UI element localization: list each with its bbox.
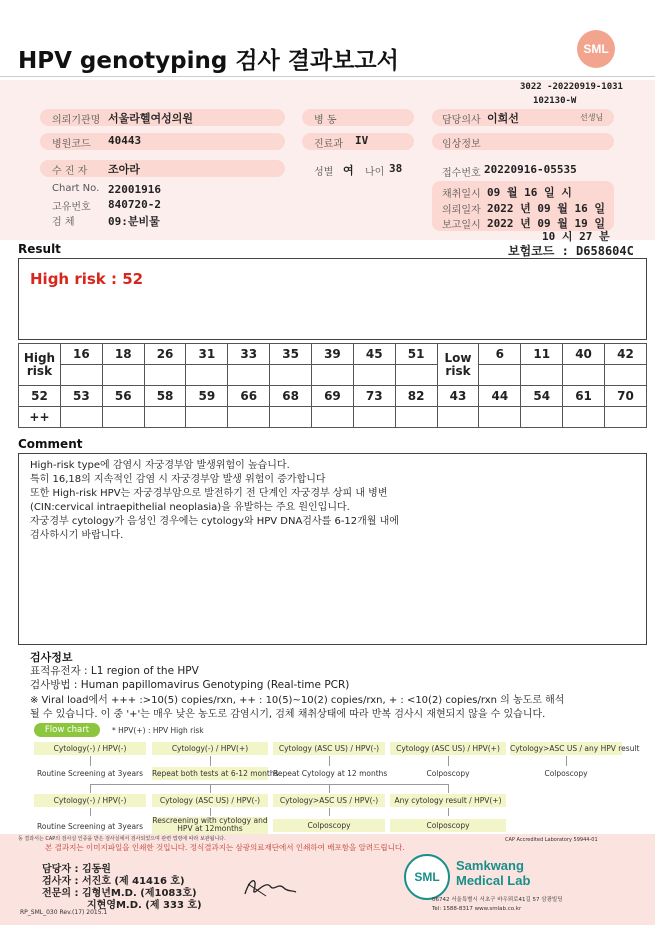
hosp-code-label: 병원코드: [52, 139, 91, 150]
type-header: 69: [312, 386, 354, 407]
type-header: 33: [228, 344, 270, 365]
type-header: 51: [395, 344, 437, 365]
flow-node: Any cytology result / HPV(+): [390, 794, 506, 807]
result-title: Result: [18, 242, 61, 256]
comment-line: High-risk type에 감염시 자궁경부암 발생위험이 높습니다.: [30, 460, 290, 471]
comment-line: 자궁경부 cytology가 음성인 경우에는 cytology와 HPV DNA검사를 6-12개월 내에: [30, 516, 399, 527]
type-header: 70: [604, 386, 646, 407]
flow-node: Cytology>ASC US / HPV(-): [273, 794, 385, 807]
flow-branch-line: [90, 784, 449, 785]
comment-line: 검사하시기 바랍니다.: [30, 530, 124, 541]
flow-node: Cytology(-) / HPV(+): [152, 742, 268, 755]
signature-icon: [240, 872, 300, 902]
type-header: 61: [563, 386, 605, 407]
examiner: 검사자 : 서진호 (제 41416 호): [42, 876, 185, 887]
dept-label: 진료과: [314, 139, 343, 150]
institution-value: 서울라헬여성의원: [108, 112, 194, 125]
flow-outcome: Colposcopy: [426, 769, 470, 778]
report-time-value: 10 시 27 분: [542, 230, 610, 243]
test-info-title: 검사정보: [30, 651, 73, 664]
ward-label: 병 동: [314, 115, 337, 126]
request-label: 의뢰일자: [442, 205, 481, 216]
flow-arrow: [90, 808, 91, 816]
sml-footer-logo: SML: [404, 854, 450, 900]
staff-in-charge: 담당자 : 김동원: [42, 864, 111, 875]
viral-load-note-2: 될 수 있습니다. 이 중 '+'는 매우 낮은 농도로 감염시기, 검체 채취상태에 따라 반복 검사시 재현되지 않을 수 있습니다.: [30, 709, 546, 720]
receipt-label: 접수번호: [442, 168, 481, 179]
flow-arrow: [448, 784, 449, 793]
specialist-1: 전문의 : 김형년M.D. (제1083호): [42, 888, 197, 899]
comment-text: [30, 459, 399, 543]
clinical-info-label: 임상정보: [442, 139, 481, 150]
header-divider: [0, 76, 655, 77]
lab-name-2: Medical Lab: [456, 873, 531, 888]
type-header: 11: [521, 344, 563, 365]
doctor-value: 이희선: [487, 112, 519, 125]
type-header: 54: [521, 386, 563, 407]
cap-accreditation: CAP Accredited Laboratory 59944-01: [505, 837, 598, 843]
doctor-label: 담당의사: [442, 115, 481, 126]
type-header: 82: [395, 386, 437, 407]
type-header: 42: [604, 344, 646, 365]
age-label: 나이: [365, 167, 385, 178]
id-number-value: 840720-2: [108, 198, 161, 211]
specialist-2: 지현영M.D. (제 333 호): [87, 900, 202, 911]
flow-arrow: [90, 784, 91, 793]
flow-legend: * HPV(+) : HPV High risk: [112, 726, 204, 735]
form-number: RP_SML_030 Rev.(17) 2015.1: [20, 909, 108, 916]
type-header: 16: [60, 344, 102, 365]
lab-contact: Tel: 1588-8317 www.smlab.co.kr: [432, 906, 522, 912]
high-risk-label: High risk: [19, 344, 61, 386]
type-header: 18: [102, 344, 144, 365]
type-header: 43: [437, 386, 479, 407]
lab-name-1: Samkwang: [456, 858, 524, 873]
flow-arrow: [566, 756, 567, 766]
type-header: 45: [353, 344, 395, 365]
report-number-suffix: 102130-W: [533, 96, 577, 106]
type-header: 44: [479, 386, 521, 407]
footer-fine-print: 동 결과서는 CAP의 검사실 인증을 받은 검사실에서 검사되었으며 관련 법령에 따라 보관됩니다.: [18, 836, 226, 842]
type-header: 35: [270, 344, 312, 365]
viral-load-note: ※ Viral load에서 +++ :>10(5) copies/rxn, ++ : 10(5)~10(2) copies/rxn, + : <10(2) copies/rxn 의 농도로 해석: [30, 695, 565, 706]
print-notice: 본 결과지는 이미지파일을 인쇄한 것입니다. 정식결과지는 삼광의료재단에서 인쇄하여 배포함을 알려드립니다.: [45, 843, 405, 852]
sex-label: 성별: [314, 167, 334, 178]
low-risk-label: Low risk: [437, 344, 479, 386]
flow-node: Cytology>ASC US / any HPV result: [510, 744, 640, 753]
flow-outcome: Repeat both tests at 6-12 months: [152, 769, 279, 778]
risk-type-table: [18, 343, 647, 428]
type-header: 52: [19, 386, 61, 407]
flow-arrow: [210, 808, 211, 816]
collect-value: 09 월 16 일 시: [487, 186, 572, 199]
receipt-value: 20220916-05535: [484, 163, 577, 176]
flow-outcome: Colposcopy: [390, 819, 506, 832]
flow-outcome: Routine Screening at 3years: [36, 769, 144, 778]
chart-no-label: Chart No.: [52, 183, 100, 194]
insurance-code: 보험코드 : D658604C: [508, 244, 634, 258]
patient-name-value: 조아라: [108, 163, 140, 176]
type-header: 58: [144, 386, 186, 407]
specimen-value: 09:분비물: [108, 215, 160, 228]
id-number-label: 고유번호: [52, 202, 91, 213]
flow-outcome: Colposcopy: [273, 819, 385, 832]
type-header: 56: [102, 386, 144, 407]
flow-arrow: [329, 784, 330, 793]
report-date-value: 2022 년 09 월 19 일: [487, 217, 605, 230]
sex-value: 여: [343, 164, 354, 177]
collect-label: 채취일시: [442, 189, 481, 200]
comment-line: (CIN:cervical intraepithelial neoplasia)을 유발하는 주요 원인입니다.: [30, 502, 350, 513]
type-header: 39: [312, 344, 354, 365]
flow-outcome: Routine Screening at 3years: [36, 822, 144, 831]
doctor-suffix: 선생님: [580, 113, 604, 122]
type-header: 53: [60, 386, 102, 407]
type-header: 6: [479, 344, 521, 365]
result-mark-52: ++: [19, 407, 61, 428]
report-title: HPV genotyping 검사 결과보고서: [18, 48, 399, 74]
target-gene: 표적유전자 : L1 region of the HPV: [30, 665, 199, 677]
flow-node: Cytology (ASC US) / HPV(+): [390, 742, 506, 755]
type-header: 31: [186, 344, 228, 365]
type-header: 59: [186, 386, 228, 407]
type-header: 26: [144, 344, 186, 365]
institution-label: 의뢰기관명: [52, 115, 101, 126]
flow-chart-badge: Flow chart: [34, 723, 100, 737]
flow-outcome: Repeat Cytology at 12 months: [273, 769, 388, 778]
comment-line: 특히 16,18의 지속적인 감염 시 자궁경부암 발생 위험이 증가합니다: [30, 474, 326, 485]
flow-arrow: [329, 808, 330, 816]
type-header: 68: [270, 386, 312, 407]
flow-arrow: [210, 756, 211, 766]
result-summary: High risk : 52: [30, 270, 144, 288]
comment-title: Comment: [18, 437, 83, 451]
flow-outcome: Colposcopy: [544, 769, 588, 778]
report-number: 3022 -20220919-1031: [520, 82, 623, 92]
dept-value: IV: [355, 134, 369, 147]
specimen-label: 검 체: [52, 217, 75, 228]
hosp-code-value: 40443: [108, 134, 142, 147]
test-method: 검사방법 : Human papillomavirus Genotyping (Real-time PCR): [30, 679, 350, 691]
flow-outcome: Rescreening with cytology and HPV at 12months: [152, 816, 268, 833]
flow-node: Cytology (ASC US) / HPV(-): [152, 794, 268, 807]
sml-logo: SML: [577, 30, 615, 68]
report-date-label: 보고일시: [442, 220, 481, 231]
flow-node: Cytology (ASC US) / HPV(-): [273, 742, 385, 755]
flow-node: Cytology(-) / HPV(-): [34, 742, 146, 755]
patient-name-label: 수 진 자: [52, 166, 88, 177]
type-header: 40: [563, 344, 605, 365]
flow-arrow: [90, 756, 91, 766]
type-header: 73: [353, 386, 395, 407]
lab-address: 06742 서울특별시 서초구 바우뫼로41길 57 삼광빌딩: [432, 897, 563, 903]
flow-arrow: [210, 784, 211, 793]
chart-no-value: 22001916: [108, 183, 161, 196]
flow-node: Cytology(-) / HPV(-): [34, 794, 146, 807]
type-header: 66: [228, 386, 270, 407]
age-value: 38: [389, 162, 403, 175]
request-value: 2022 년 09 월 16 일: [487, 202, 605, 215]
flow-arrow: [448, 808, 449, 816]
flow-arrow: [329, 756, 330, 766]
flow-arrow: [448, 756, 449, 766]
comment-line: 또한 High-risk HPV는 자궁경부암으로 발전하기 전 단계인 자궁경부 상피 내 병변: [30, 488, 388, 499]
